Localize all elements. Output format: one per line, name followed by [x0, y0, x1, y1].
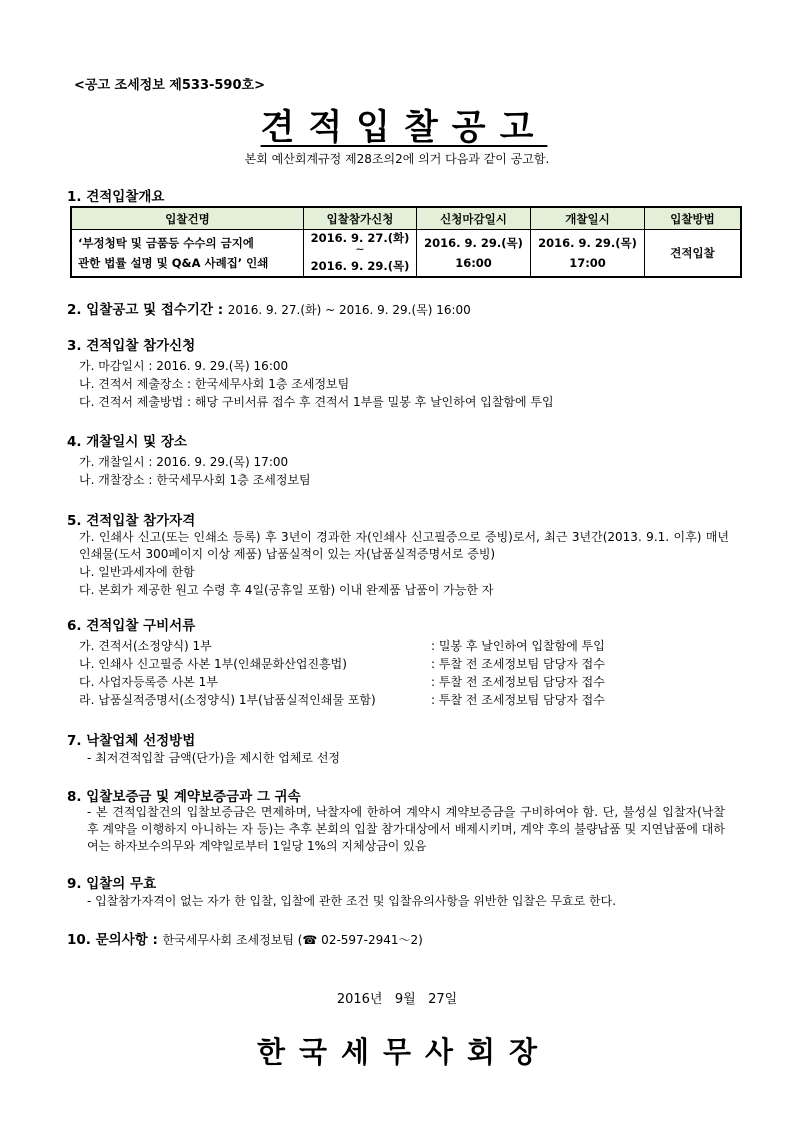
section6-doc: 다. 사업자등록증 사본 1부 [79, 675, 218, 689]
page-title-container [0, 100, 794, 150]
section5-item: 가. 인쇄사 신고(또는 인쇄소 등록) 후 3년이 경과한 자(인쇄사 신고필증으로 증빙)로서, 최근 3년간(2013. 9.1. 이후) 매년 인쇄물(도서 300페이지 이상 제품) 납품실적이 있는 자(납품실적증명서로 증빙) [79, 530, 729, 561]
section2-heading [67, 298, 471, 318]
page-title: 견적입찰공고 [260, 108, 548, 148]
section9-heading: 9. 입찰의 무효 [67, 876, 157, 892]
section5-item: 다. 본회가 제공한 원고 수령 후 4일(공휴일 포함) 이내 완제품 납품이 가능한 자 [79, 583, 494, 597]
table-header: 개찰일시 [531, 207, 645, 230]
deadline-date: 2016. 9. 29.(목) [424, 236, 523, 250]
section6-item [79, 691, 605, 708]
deadline-cell [417, 230, 531, 278]
section6-note: : 투찰 전 조세정보팀 담당자 접수 [431, 675, 605, 689]
apply-end: 2016. 9. 29.(목) [310, 258, 410, 273]
section2-title: 2. 입찰공고 및 접수기간 : [67, 302, 224, 318]
section5-item: 나. 일반과세자에 한함 [79, 565, 195, 579]
section2-value: 2016. 9. 27.(화) ~ 2016. 9. 29.(목) 16:00 [227, 303, 471, 317]
table-header: 입찰건명 [71, 207, 304, 230]
section8-text: - 본 견적입찰건의 입찰보증금은 면제하며, 낙찰자에 한하여 계약시 계약보증금을 구비하여야 함. 단, 불성실 입찰자(낙찰 후 계약을 이행하지 아니하는 자 등)는 추후 본회의 입찰 참가대상에서 배제시키며, 계약 후의 불량납품 및 지연납품에 대하여는 하자보수의무와 계약일로부터 1일당 1%의 지체상금이 있음 [87, 805, 725, 853]
section6-note: : 투찰 전 조세정보팀 담당자 접수 [431, 693, 605, 707]
table-header: 입찰방법 [645, 207, 742, 230]
intro-text: 본회 예산회계규정 제28조의2에 의거 다음과 같이 공고함. [244, 152, 550, 166]
opening-cell [531, 230, 645, 278]
bid-name-line1: ‘부정청탁 및 금품등 수수의 금지에 [78, 236, 254, 250]
section3-item: 가. 마감일시 : 2016. 9. 29.(목) 16:00 [79, 359, 289, 373]
deadline-time: 16:00 [455, 256, 492, 270]
section6-doc: 나. 인쇄사 신고필증 사본 1부(인쇄문화산업진흥법) [79, 657, 347, 671]
bid-overview-table [70, 206, 742, 278]
table-header: 신청마감일시 [417, 207, 531, 230]
section5-heading: 5. 견적입찰 참가자격 [67, 513, 196, 529]
apply-tilde: ~ [355, 241, 365, 256]
table-header-row [71, 207, 741, 230]
section4-item: 가. 개찰일시 : 2016. 9. 29.(목) 17:00 [79, 455, 289, 469]
section6-item [79, 637, 605, 654]
notice-number: <공고 조세정보 제533-590호> [74, 78, 265, 93]
section4-item: 나. 개찰장소 : 한국세무사회 1층 조세정보팀 [79, 473, 311, 487]
bid-method-cell: 견적입찰 [645, 230, 742, 278]
bid-name-cell [71, 230, 304, 278]
section4-heading: 4. 개찰일시 및 장소 [67, 434, 187, 450]
opening-time: 17:00 [569, 256, 606, 270]
bid-name-line2: 관한 법률 설명 및 Q&A 사례집’ 인쇄 [78, 256, 269, 270]
section6-doc: 가. 견적서(소정양식) 1부 [79, 639, 212, 653]
apply-start: 2016. 9. 27.(화) [310, 230, 410, 245]
table-header: 입찰참가신청 [304, 207, 417, 230]
section8-heading: 8. 입찰보증금 및 계약보증금과 그 귀속 [67, 789, 301, 805]
section7-item: - 최저견적입찰 금액(단가)을 제시한 업체로 선정 [87, 751, 341, 765]
apply-period-cell [304, 230, 417, 278]
section1-heading: 1. 견적입찰개요 [67, 189, 165, 205]
section6-item [79, 655, 605, 672]
section3-heading: 3. 견적입찰 참가신청 [67, 338, 196, 354]
section3-item: 다. 견적서 제출방법 : 해당 구비서류 접수 후 견적서 1부를 밀봉 후 날인하여 입찰함에 투입 [79, 395, 554, 409]
section6-doc: 라. 납품실적증명서(소정양식) 1부(납품실적인쇄물 포함) [79, 693, 376, 707]
section9-text: - 입찰참가자격이 없는 자가 한 입찰, 입찰에 관한 조건 및 입찰유의사항을 위반한 입찰은 무효로 한다. [87, 894, 617, 908]
opening-date: 2016. 9. 29.(목) [538, 236, 637, 250]
section3-item: 나. 견적서 제출장소 : 한국세무사회 1층 조세정보팀 [79, 377, 350, 391]
section6-item [79, 673, 605, 690]
section10-title: 10. 문의사항 : [67, 932, 158, 948]
section10-value: 한국세무사회 조세정보팀 (☎ 02-597-2941～2) [162, 933, 423, 947]
section6-heading: 6. 견적입찰 구비서류 [67, 618, 196, 634]
section10-heading [67, 928, 423, 948]
table-row [71, 230, 741, 278]
organization-name: 한국세무사회장 [256, 1035, 552, 1069]
section6-note: : 투찰 전 조세정보팀 담당자 접수 [431, 657, 605, 671]
section6-note: : 밀봉 후 날인하여 입찰함에 투입 [431, 639, 605, 653]
section7-heading: 7. 낙찰업체 선정방법 [67, 733, 196, 749]
document-date: 2016년 9월 27일 [336, 992, 458, 1007]
